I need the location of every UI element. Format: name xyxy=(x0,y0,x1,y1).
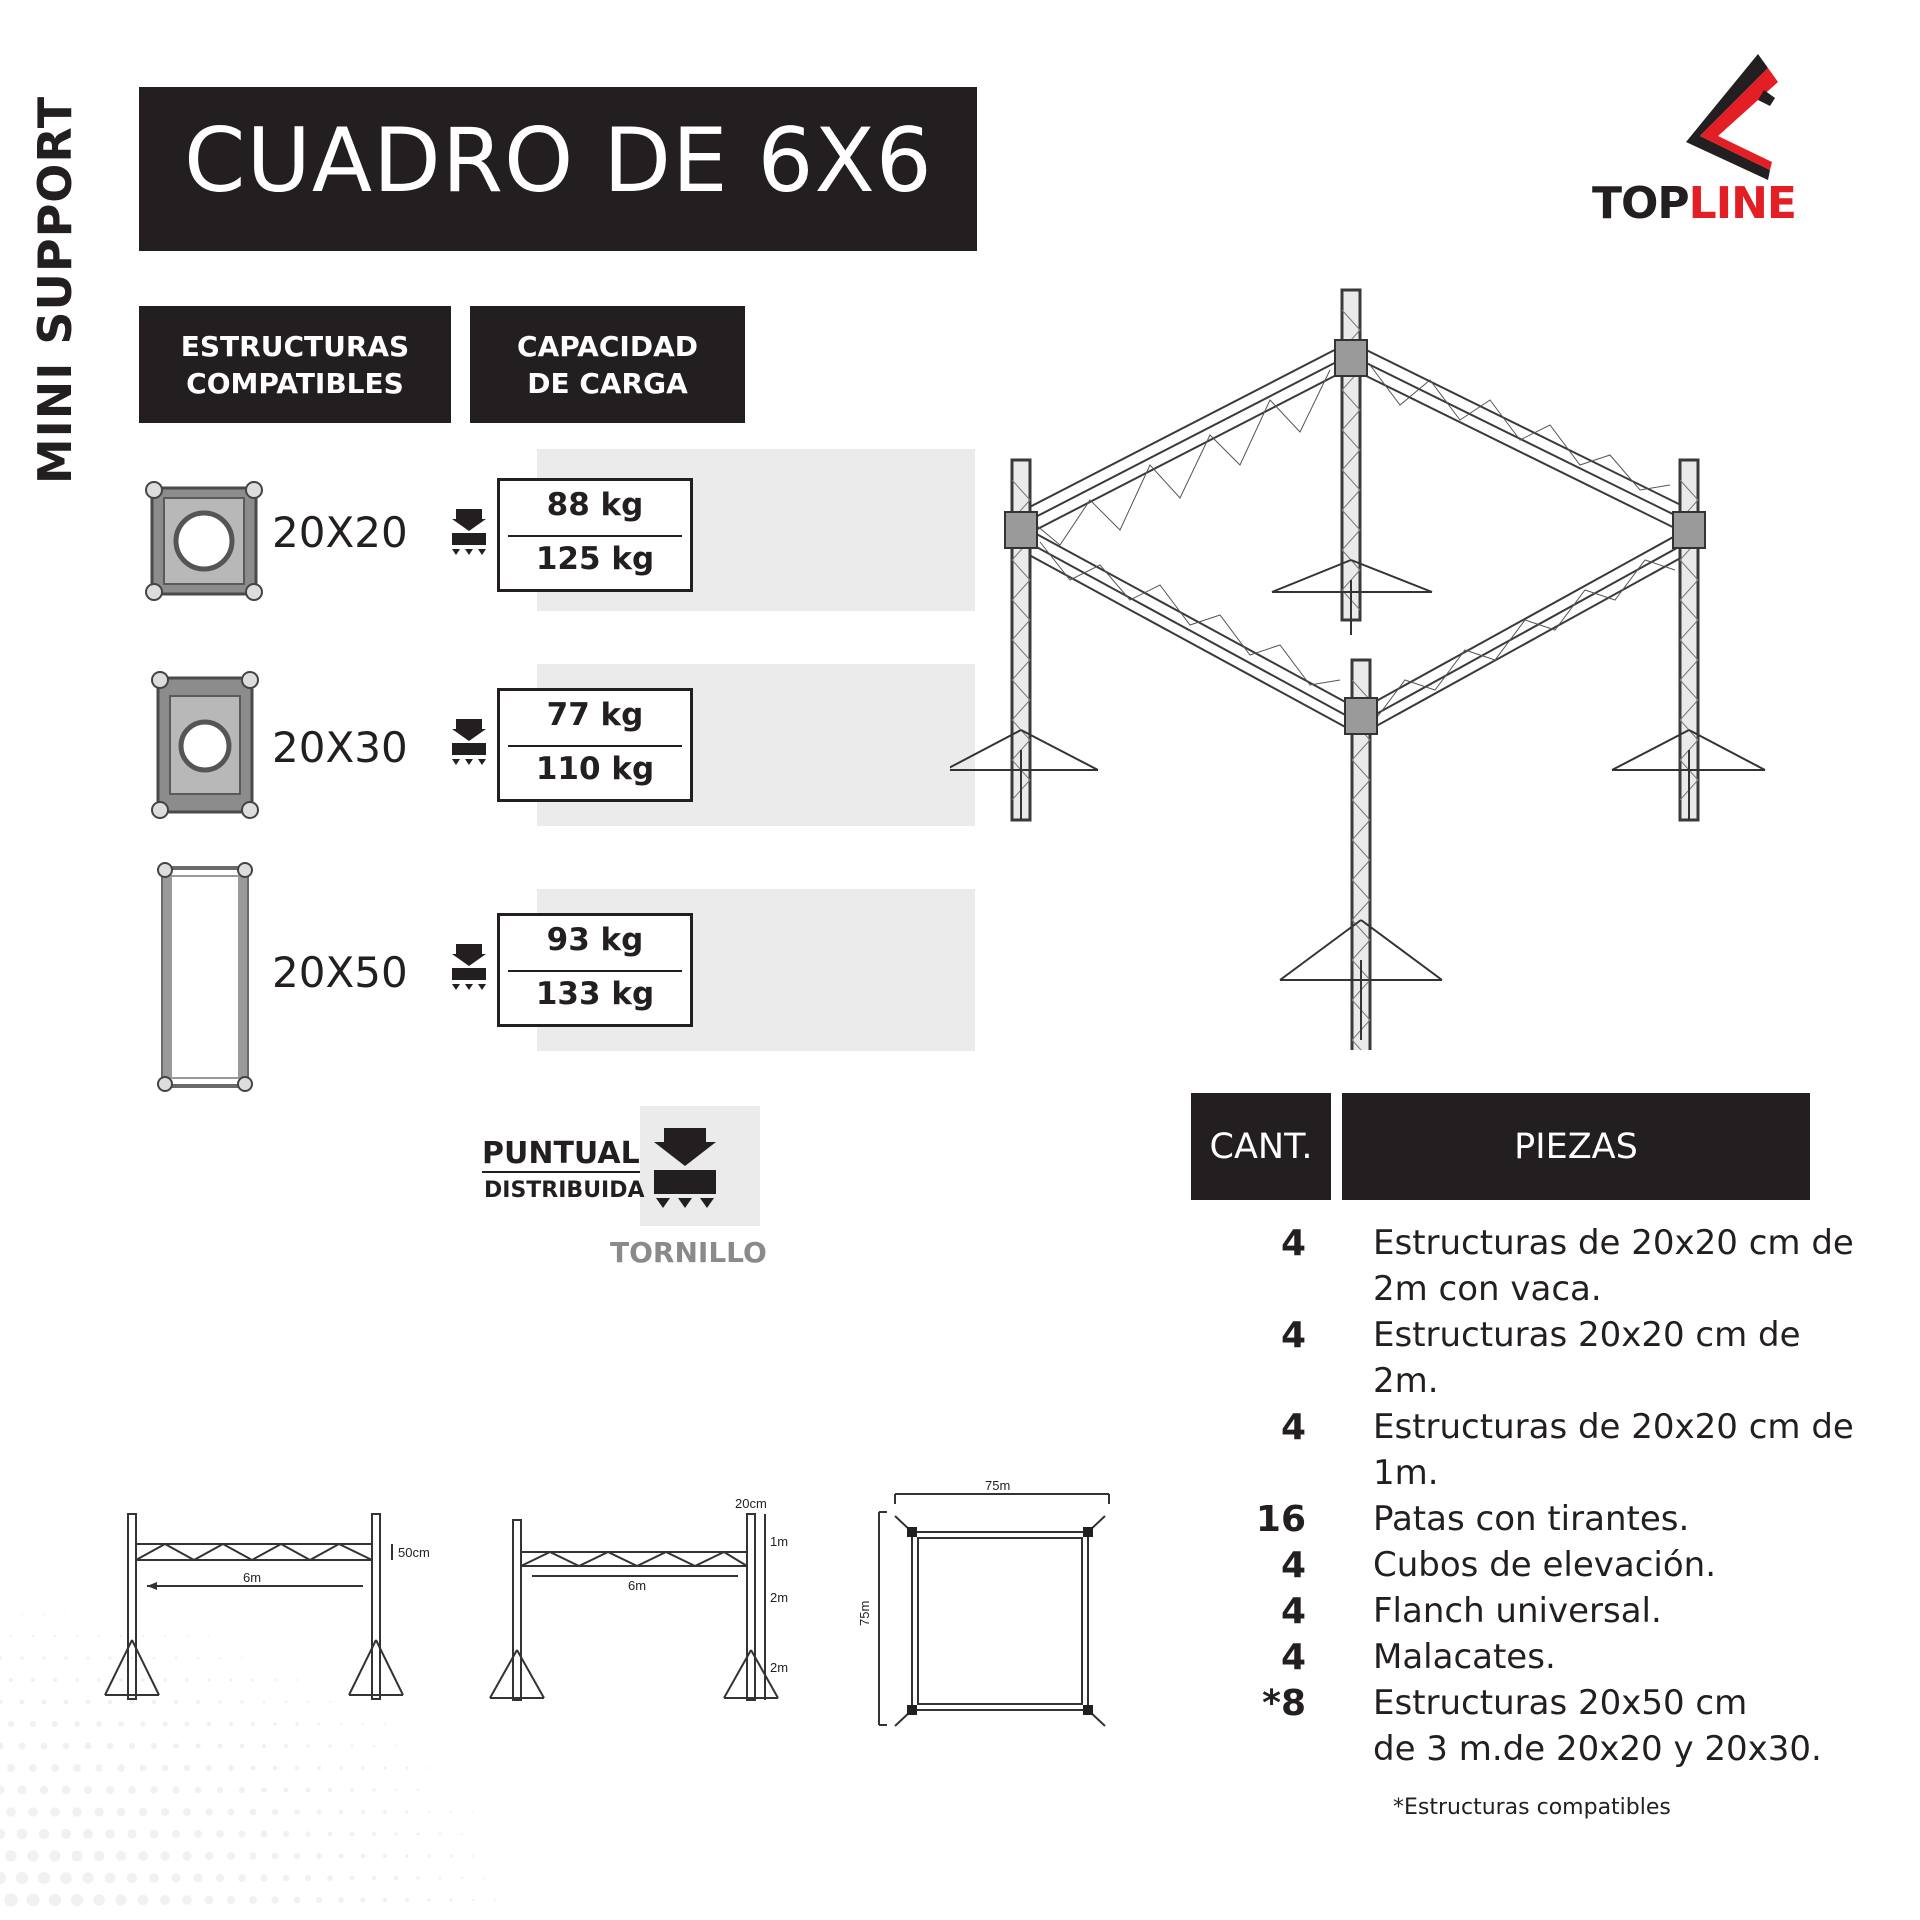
size-label: 20X30 xyxy=(272,723,408,772)
side-width-label: 6m xyxy=(628,1578,647,1593)
distributed-load: 110 kg xyxy=(535,751,655,787)
side-seg3-label: 2m xyxy=(770,1660,789,1675)
plan-depth-label: 75m xyxy=(857,1600,872,1626)
piece-text: Estructuras 20x50 cm de 3 m.de 20x20 y 20x30. xyxy=(1373,1683,1822,1769)
capacity-box xyxy=(497,478,693,592)
piece-text: Estructuras de 20x20 cm de 1m. xyxy=(1373,1407,1854,1493)
truss-20x30-icon xyxy=(150,670,260,820)
piece-text: Malacates. xyxy=(1373,1637,1556,1677)
qty-value: 4 xyxy=(1280,1637,1306,1678)
piece-text: Patas con tirantes. xyxy=(1373,1499,1690,1539)
distributed-load: 125 kg xyxy=(535,541,655,577)
footnote: *Estructuras compatibles xyxy=(1393,1795,1671,1820)
legend-screw: TORNILLO xyxy=(610,1236,767,1269)
piece-text: Estructuras 20x20 cm de 2m. xyxy=(1373,1315,1801,1401)
qty-value: 16 xyxy=(1255,1499,1306,1540)
legend-distributed: DISTRIBUIDA xyxy=(484,1178,645,1203)
title-banner xyxy=(139,87,977,251)
logo-mark-icon xyxy=(1590,50,1860,180)
qty-value: 4 xyxy=(1280,1591,1306,1632)
truss-20x20-icon xyxy=(144,478,264,604)
side-label: MINI SUPPORT xyxy=(28,95,82,485)
point-load: 77 kg xyxy=(546,697,644,733)
side-seg2-label: 2m xyxy=(770,1590,789,1605)
load-arrow-icon xyxy=(448,719,490,771)
qty-value: 4 xyxy=(1280,1407,1306,1448)
table-header-qty: CANT. xyxy=(1191,1093,1331,1200)
front-width-label: 6m xyxy=(243,1570,262,1585)
page-title: CUADRO DE 6X6 xyxy=(184,109,933,212)
piece-text: Estructuras de 20x20 cm de 2m con vaca. xyxy=(1373,1223,1854,1309)
load-arrow-icon xyxy=(448,944,490,996)
topline-logo xyxy=(1590,50,1860,230)
side-top-label: 20cm xyxy=(735,1496,767,1511)
side-view-diagram xyxy=(480,1490,810,1710)
point-load: 88 kg xyxy=(546,487,644,523)
point-load: 93 kg xyxy=(546,922,644,958)
legend-load-icon xyxy=(650,1128,720,1218)
size-label: 20X20 xyxy=(272,508,408,557)
size-label: 20X50 xyxy=(272,948,408,997)
qty-value: 4 xyxy=(1280,1223,1306,1264)
qty-value: 4 xyxy=(1280,1545,1306,1586)
piece-text: Cubos de elevación. xyxy=(1373,1545,1717,1585)
front-height-label: 50cm xyxy=(398,1545,430,1560)
structure-6x6-illustration xyxy=(950,280,1770,1050)
distributed-load: 133 kg xyxy=(535,976,655,1012)
front-view-diagram xyxy=(95,1490,465,1710)
qty-value: 4 xyxy=(1280,1315,1306,1356)
load-arrow-icon xyxy=(448,509,490,561)
header-structures: ESTRUCTURAS COMPATIBLES xyxy=(139,306,451,423)
piece-text: Flanch universal. xyxy=(1373,1591,1662,1631)
legend-point: PUNTUAL xyxy=(482,1136,640,1171)
side-seg1-label: 1m xyxy=(770,1534,789,1549)
capacity-box xyxy=(497,913,693,1027)
plan-width-label: 75m xyxy=(985,1480,1011,1493)
header-capacity: CAPACIDAD DE CARGA xyxy=(470,306,745,423)
table-header-pieces: PIEZAS xyxy=(1342,1093,1810,1200)
brand-line: LINE xyxy=(1688,178,1796,229)
plan-view-diagram xyxy=(855,1480,1125,1730)
capacity-box xyxy=(497,688,693,802)
brand-top: TOP xyxy=(1592,178,1689,229)
qty-value: *8 xyxy=(1262,1683,1306,1724)
truss-20x50-icon xyxy=(155,860,255,1094)
